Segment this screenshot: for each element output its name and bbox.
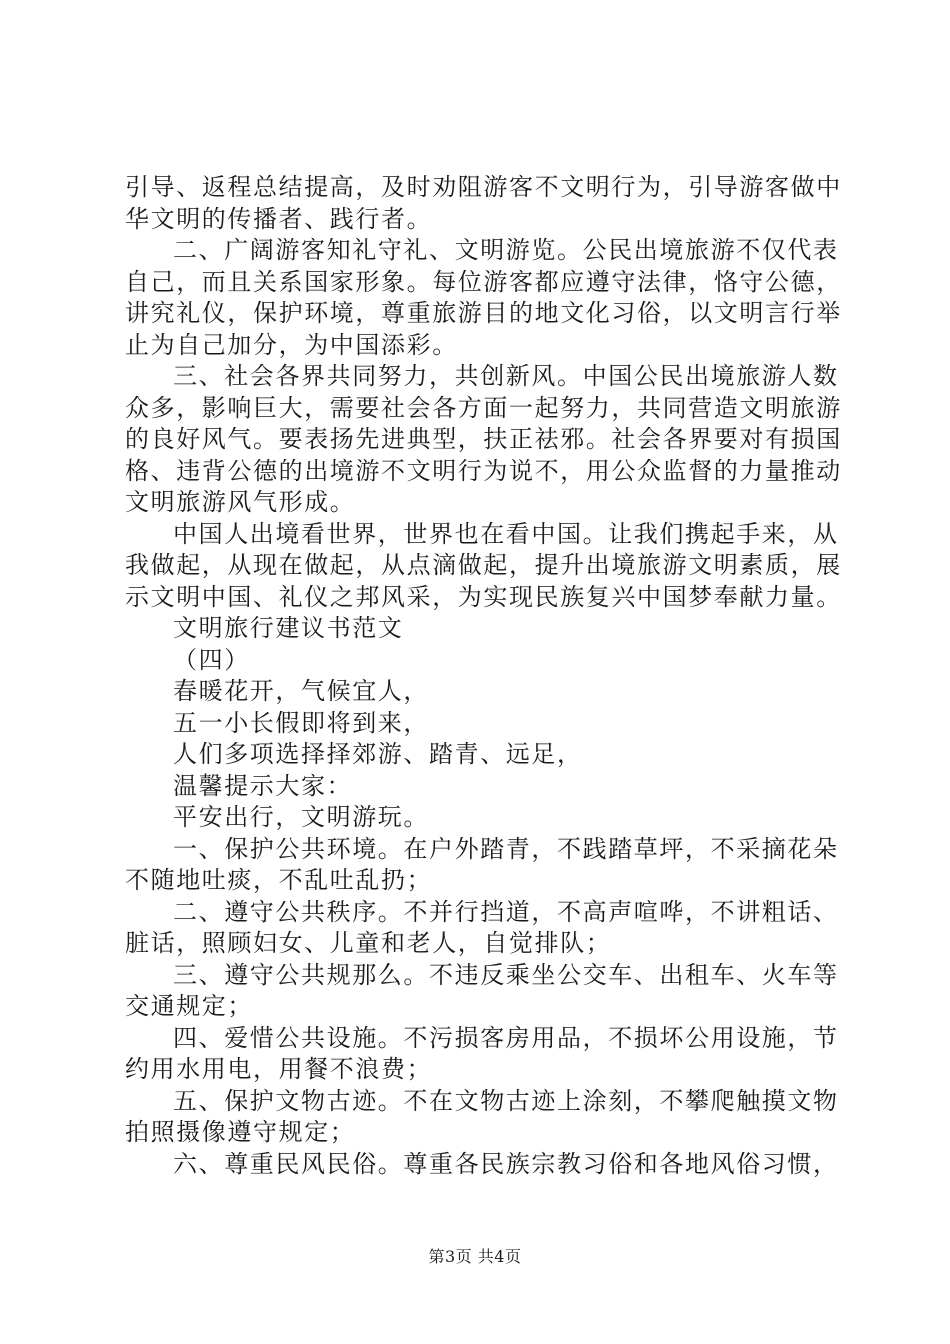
verse-line: 春暖花开，气候宜人， xyxy=(173,677,429,705)
paragraph-closing: 中国人出境看世界，世界也在看中国。让我们携起手来，从我做起，从现在做起，从点滴做起，提升出境旅游文明素质，展示文明中国、礼仪之邦风采，为实现民族复兴中国梦奉献力量。 xyxy=(125,519,842,611)
section-heading: 文明旅行建议书范文 xyxy=(173,614,404,642)
rule-item: 三、遵守公共规那么。不违反乘坐公交车、出租车、火车等交通规定； xyxy=(125,960,839,1020)
rule-item: 五、保护文物古迹。不在文物古迹上涂刻，不攀爬触摸文物拍照摄像遵守规定； xyxy=(125,1086,839,1146)
page-footer: 第3页 共4页 xyxy=(428,1247,522,1266)
paragraph-section-three: 三、社会各界共同努力，共创新风。中国公民出境旅游人数众多，影响巨大，需要社会各方面一起努力，共同营造文明旅游的良好风气。要表扬先进典型，扶正祛邪。社会各界要对有损国格、违背公德的出境游不文明行为说不，用公众监督的力量推动文明旅游风气形成。 xyxy=(125,362,842,516)
verse-line: 五一小长假即将到来， xyxy=(173,708,429,737)
verse-line: 温馨提示大家： xyxy=(173,771,353,800)
section-number: （四） xyxy=(173,645,250,674)
document-body xyxy=(125,172,845,1180)
paragraph-section-two: 二、广阔游客知礼守礼、文明游览。公民出境旅游不仅代表自己，而且关系国家形象。每位游客都应遵守法律，恪守公德，讲究礼仪，保护环境，尊重旅游目的地文化习俗，以文明言行举止为自己加分，为中国添彩。 xyxy=(125,236,842,359)
paragraph-continuation: 引导、返程总结提高，及时劝阻游客不文明行为，引导游客做中华文明的传播者、践行者。 xyxy=(125,173,842,233)
rule-item: 四、爱惜公共设施。不污损客房用品，不损坏公用设施，节约用水用电，用餐不浪费； xyxy=(125,1023,839,1083)
rule-item: 六、尊重民风民俗。尊重各民族宗教习俗和各地风俗习惯， xyxy=(173,1149,839,1178)
rule-item: 二、遵守公共秩序。不并行挡道，不高声喧哗，不讲粗话、脏话，照顾妇女、儿童和老人，自觉排队； xyxy=(125,897,839,957)
rule-item: 一、保护公共环境。在户外踏青，不践踏草坪，不采摘花朵不随地吐痰，不乱吐乱扔； xyxy=(125,834,839,894)
verse-line: 人们多项选择择郊游、踏青、远足， xyxy=(173,740,583,768)
verse-line: 平安出行，文明游玩。 xyxy=(173,803,429,831)
